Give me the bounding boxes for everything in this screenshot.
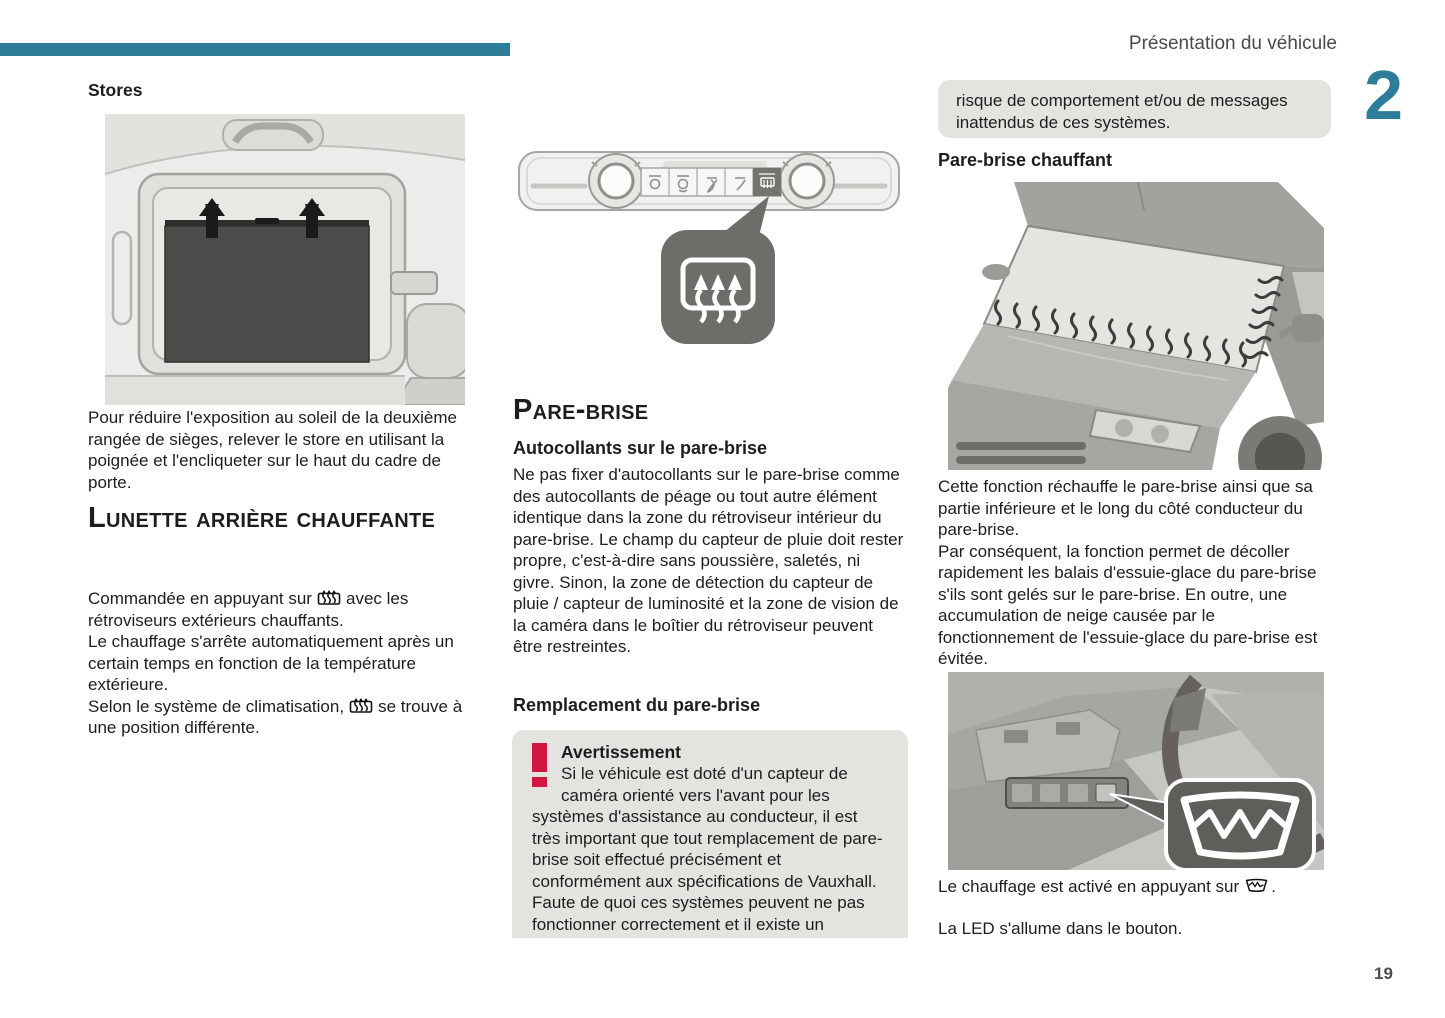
windscreen-defrost-icon — [1244, 877, 1269, 894]
text-run: Le chauffage est activé en appuyant sur — [938, 877, 1240, 896]
windscreen-defrost-callout — [1166, 780, 1314, 870]
paragraph — [88, 588, 480, 631]
chapter-number: 2 — [1364, 56, 1403, 134]
column-left — [88, 0, 480, 1018]
text-run: . — [1271, 877, 1276, 896]
running-header: Présentation du véhicule — [1128, 33, 1337, 54]
column-right — [938, 0, 1330, 1018]
heated-rear-window-heading: Lunette arrière chauffante — [88, 502, 436, 534]
stickers-paragraph: Ne pas fixer d'autocollants sur le pare-brise comme des autocollants de péage ou tout autre élément identique dans la zone du rétroviseur intérieur du pare-brise. Le champ du capteur de pluie doit rester propre, c'est-à-dire sans poussière, saletés, ni givre. Sinon, la zone de détection du capteur de pluie / capteur de luminosité et la zone de vision de la caméra dans le boîtier du rétroviseur peuvent être restreintes. — [513, 465, 904, 656]
stores-paragraph: Pour réduire l'exposition au soleil de la deuxième rangée de sièges, relever le store en utilisant la poignée et l'encliqueter sur le haut du cadre de porte. — [88, 408, 457, 492]
overhead-console-illustration — [513, 138, 905, 373]
column-middle — [513, 0, 905, 1018]
text-run: avec les rétroviseurs extérieurs chauffants. — [88, 589, 409, 630]
rear-window-defrost-icon — [317, 589, 341, 606]
led-paragraph: La LED s'allume dans le bouton. — [938, 919, 1183, 938]
heated-windscreen-van-illustration — [948, 176, 1324, 470]
exclamation-icon — [532, 743, 547, 787]
heated-windscreen-heading: Pare-brise chauffant — [938, 150, 1113, 170]
text-run: se trouve à une position différente. — [88, 696, 463, 737]
dashboard-button-panel — [1006, 778, 1128, 808]
rear-window-defrost-button — [753, 168, 781, 196]
warning-box — [512, 730, 908, 938]
warning-continuation-box: risque de comportement et/ou de messages inattendus de ces systèmes. — [938, 80, 1331, 138]
grab-handle — [223, 120, 323, 150]
rear-window-defrost-icon — [349, 697, 373, 714]
stores-heading: Stores — [88, 80, 143, 100]
stickers-subheading: Autocollants sur le pare-brise — [513, 438, 768, 458]
console-knob-right — [780, 154, 834, 208]
text-run: Commandée en appuyant sur — [88, 589, 312, 608]
warning-body: Si le véhicule est doté d'un capteur de caméra orienté vers l'avant pour les systèmes d'assistance au conducteur, il est très important que tout remplacement de pare-brise soit effectué précisément et conformément aux spécifications de Vauxhall. Faute de quoi ces systèmes peuvent ne pas fonctionner correctement et il existe un — [532, 764, 883, 934]
heated-windscreen-text — [938, 476, 1332, 670]
heated-rear-window-text — [88, 588, 480, 739]
window-sunshade-illustration — [105, 114, 465, 405]
dashboard-button-illustration — [948, 672, 1324, 870]
text-run: Selon le système de climatisation, — [88, 696, 345, 716]
paragraph — [88, 696, 480, 739]
seat-headrest — [400, 304, 465, 405]
warning-title: Avertissement — [561, 742, 681, 762]
activation-paragraph — [938, 876, 1332, 898]
replacement-subheading: Remplacement du pare-brise — [513, 695, 761, 715]
console-knob-left — [589, 154, 643, 208]
rear-window-defrost-callout — [661, 230, 775, 344]
windscreen-heading: Pare-brise — [513, 394, 649, 426]
paragraph: Cette fonction réchauffe le pare-brise ainsi que sa partie inférieure et le long du côté conducteur du pare-brise. — [938, 477, 1313, 539]
page-number: 19 — [1374, 964, 1393, 983]
paragraph: Par conséquent, la fonction permet de décoller rapidement les balais d'essuie-glace du pare-brise s'ils sont gelés sur le pare-brise. En outre, une accumulation de neige causée par le fonctionnement de l'essuie-glace du pare-brise est évitée. — [938, 541, 1318, 668]
paragraph: Le chauffage s'arrête automatiquement après un certain temps en fonction de la température extérieure. — [88, 632, 454, 694]
